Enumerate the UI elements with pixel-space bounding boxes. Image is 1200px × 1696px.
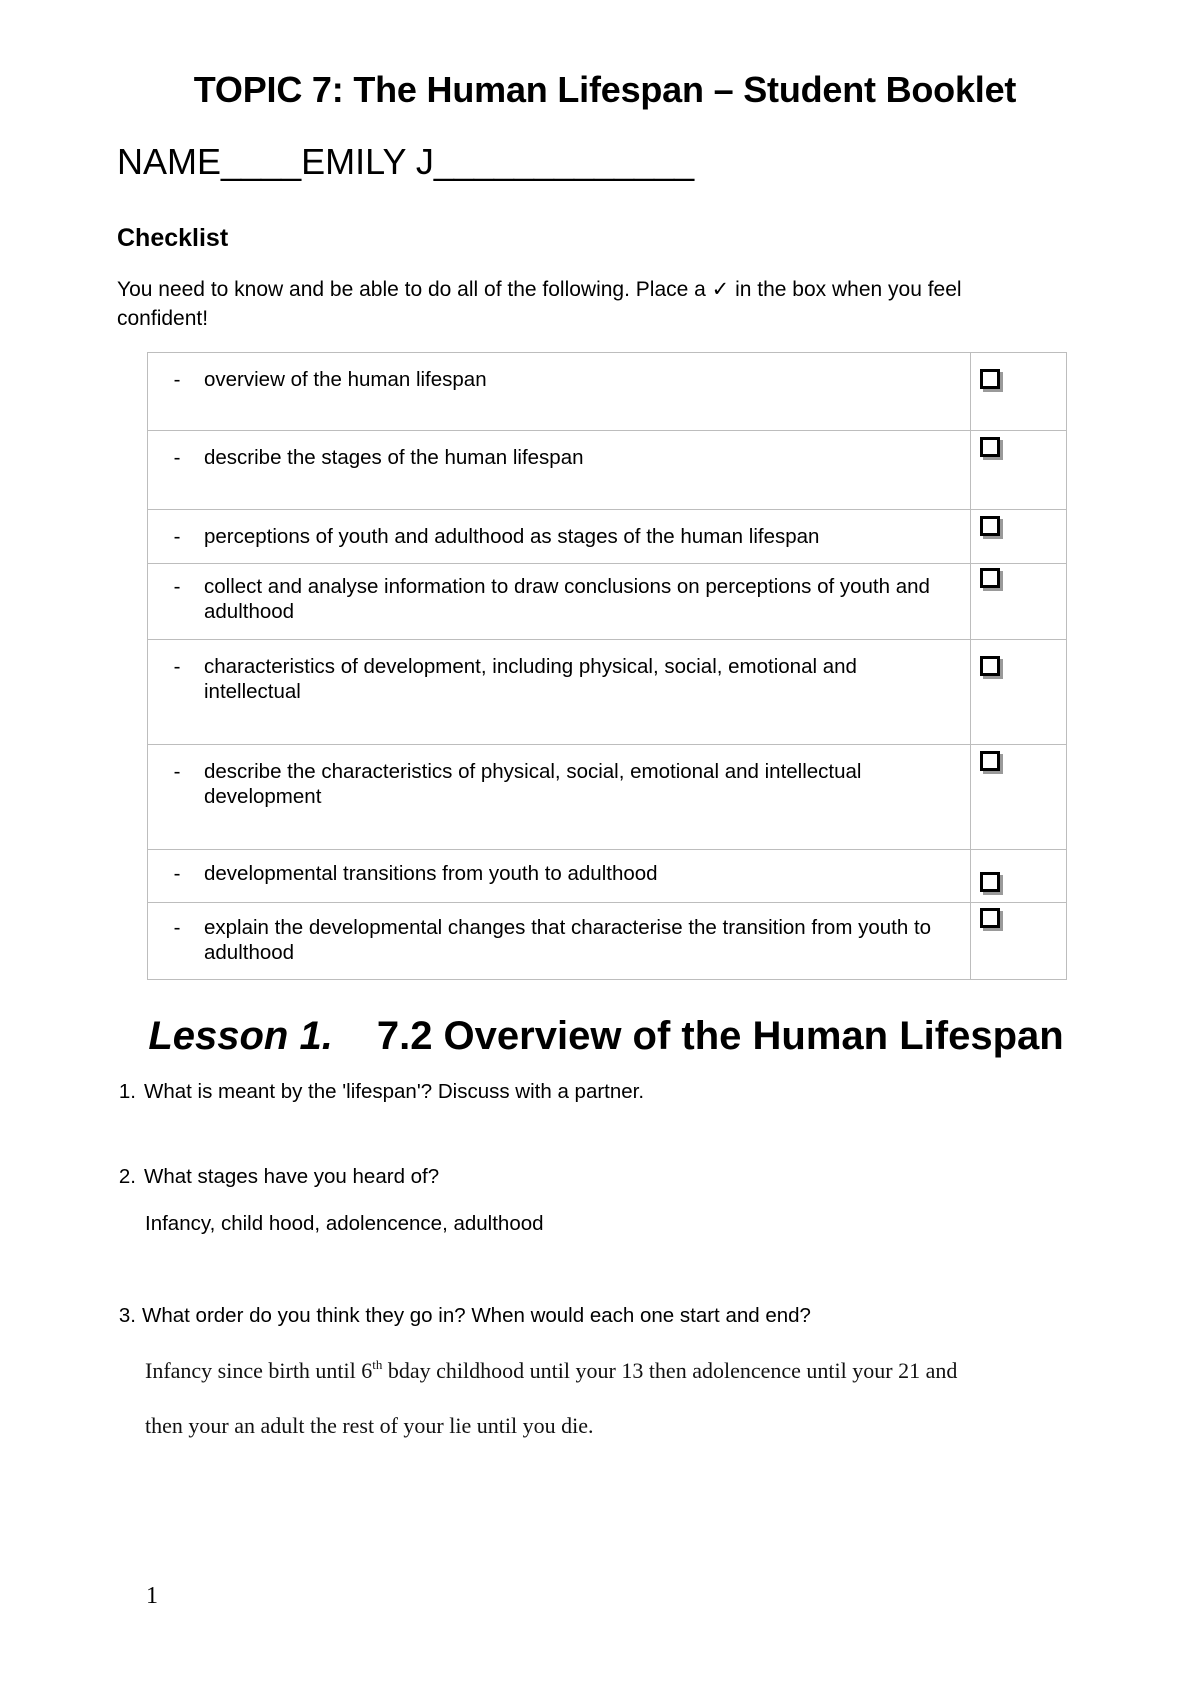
checklist-item-text: describe the characteristics of physical, social, emotional and intellectual development [204,760,862,808]
checklist-row [148,431,1067,510]
lesson-title: 7.2 Overview of the Human Lifespan [376,1014,1064,1058]
question-3 [106,1302,811,1330]
lesson-label: Lesson 1. [148,1014,333,1058]
checkbox-icon[interactable] [980,908,1000,928]
checklist-item-text: describe the stages of the human lifespan [204,446,584,469]
checkbox-icon[interactable] [980,369,1000,389]
bullet-dash: - [173,760,181,783]
bullet-dash: - [173,368,181,391]
question-number: 1. [118,1080,136,1103]
checklist-row [148,353,1067,431]
answer-2: Infancy, child hood, adolencence, adulthood [145,1212,544,1235]
answer-text: Infancy since birth until 6 [145,1358,373,1383]
name-value: EMILY J [301,141,434,182]
checklist-row [148,745,1067,850]
checklist-item-text: perceptions of youth and adulthood as stages of the human lifespan [204,525,820,548]
question-1 [100,1078,644,1106]
checklist-row [148,640,1067,745]
question-text: What is meant by the 'lifespan'? Discuss with a partner. [144,1080,645,1103]
checklist-item-text: developmental transitions from youth to adulthood [204,862,658,885]
checklist-instructions: You need to know and be able to do all of the following. Place a ✓ in the box when you feel confident! [117,278,962,330]
checkbox-icon[interactable] [980,656,1000,676]
name-label: NAME____ [117,141,302,182]
checklist-row [148,850,1067,903]
answer-text: bday childhood until your 13 then adolencence until your 21 and [382,1358,958,1383]
bullet-dash: - [173,446,181,469]
question-text: What stages have you heard of? [144,1165,440,1188]
bullet-dash: - [173,575,181,598]
document-title: TOPIC 7: The Human Lifespan – Student Booklet [193,69,1017,110]
bullet-dash: - [173,862,181,885]
question-number: 3. [118,1304,136,1327]
name-underline: _____________ [433,141,695,182]
name-field [117,140,694,184]
checklist-heading: Checklist [117,224,229,252]
checklist-row [148,903,1067,980]
checklist-item-text: explain the developmental changes that characterise the transition from youth to adulthood [204,916,932,964]
question-2 [100,1163,439,1191]
checkbox-icon[interactable] [980,751,1000,771]
checklist-table [147,352,1067,980]
checklist-item-text: characteristics of development, including physical, social, emotional and intellectual [204,655,857,703]
lesson-heading [0,1010,1200,1062]
answer-3-line-2: then your an adult the rest of your lie until you die. [145,1413,594,1438]
checklist-item-text: collect and analyse information to draw conclusions on perceptions of youth and adulthood [204,575,930,623]
bullet-dash: - [173,525,181,548]
checklist-row [148,510,1067,564]
ordinal-suffix: th [372,1357,383,1372]
checkbox-icon[interactable] [980,872,1000,892]
bullet-dash: - [173,916,181,939]
checklist-item-text: overview of the human lifespan [204,368,487,391]
page-number: 1 [146,1583,158,1609]
checkbox-icon[interactable] [980,568,1000,588]
bullet-dash: - [173,655,181,678]
checklist-row [148,564,1067,640]
question-text: What order do you think they go in? When would each one start and end? [142,1304,811,1327]
answer-3-line-1 [145,1356,957,1386]
question-number: 2. [118,1165,136,1188]
checkbox-icon[interactable] [980,516,1000,536]
checkbox-icon[interactable] [980,437,1000,457]
